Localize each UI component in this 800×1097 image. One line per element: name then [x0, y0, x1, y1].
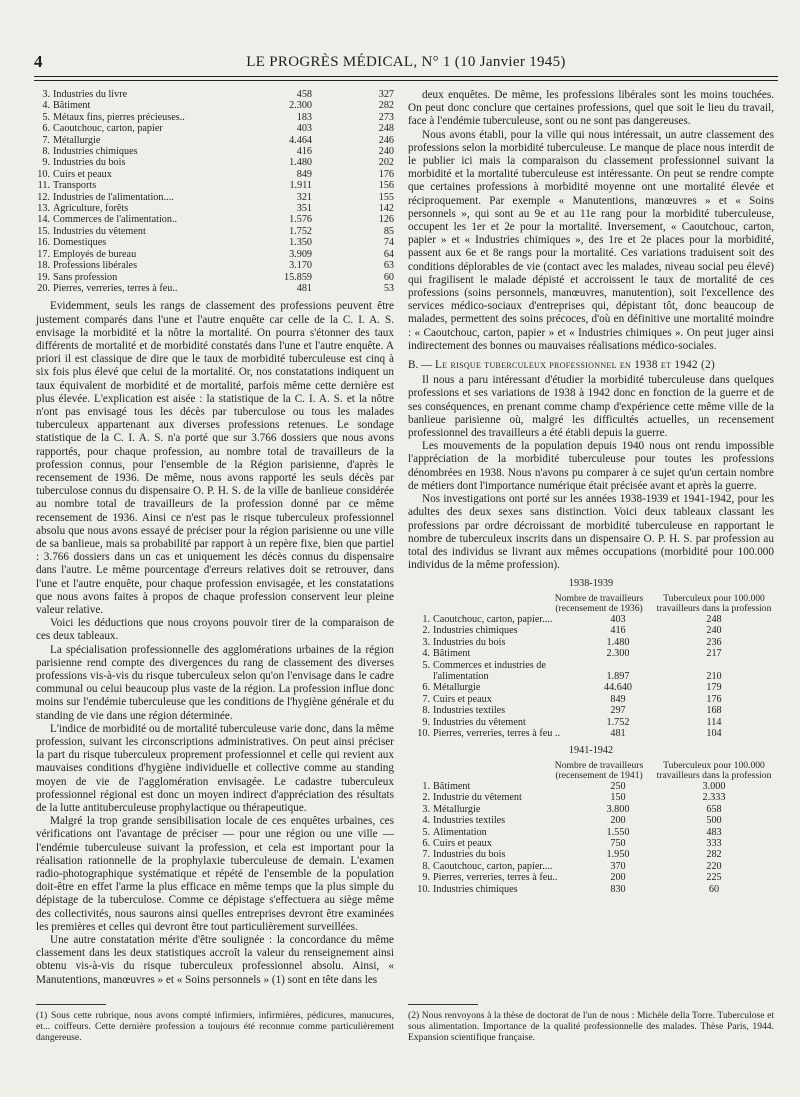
- left-column: [36, 89, 394, 987]
- row-value-2: 168: [706, 705, 722, 717]
- table-row: [36, 123, 394, 134]
- table-row: [36, 260, 394, 271]
- row-number: 10.: [417, 727, 430, 739]
- header-rule-thin: [34, 80, 778, 81]
- table-row: [36, 146, 394, 157]
- row-number: 16.: [37, 237, 50, 249]
- row-value-1: 15.859: [283, 271, 312, 283]
- row-value-2: 114: [706, 716, 722, 728]
- row-number: 5.: [42, 111, 50, 123]
- page-number: 4: [34, 52, 43, 71]
- table-row: [408, 728, 774, 739]
- row-value-1: 3.909: [289, 248, 312, 260]
- table-row: [36, 135, 394, 146]
- row-label: Pierres, verreries, terres à feu..: [53, 282, 178, 294]
- footnote-right: (2) Nous renvoyons à la thèse de doctorat de l'un de nous : Michèle della Torre. Tuberculose et sous alimentation. Importance de la qualité professionnelle des malades. Thèse Paris, 1944. Expansion scientifique française.: [408, 1010, 774, 1043]
- paragraph: Une autre constatation mérite d'être soulignée : la concordance du même classement dans les deux statistiques accroît la valeur du renseignement ainsi obtenu vis-à-vis du risque tuberculeux professionnel absolu. Ainsi, « Manutentions, manœuvres » et « Soins personnels » (1) sont en tête dans les: [36, 934, 394, 986]
- row-label: Industries du vêtement: [433, 716, 526, 728]
- row-value-2: 176: [706, 693, 722, 705]
- table-row: [408, 781, 774, 792]
- row-number: 13.: [37, 203, 50, 215]
- left-text: [36, 300, 394, 987]
- row-value-2: 85: [383, 225, 394, 237]
- row-label: Métaux fins, pierres précieuses..: [53, 111, 185, 123]
- table-row: [36, 180, 394, 191]
- row-value-2: 240: [378, 146, 394, 158]
- row-value-1: 370: [610, 860, 626, 872]
- row-label: Cuirs et peaux: [433, 693, 492, 705]
- row-value-1: 830: [610, 883, 626, 895]
- row-value-2: 63: [383, 260, 394, 272]
- row-value-1: 44.640: [603, 682, 632, 694]
- table-row: [408, 872, 774, 883]
- table-row: [36, 226, 394, 237]
- row-value-2: 104: [706, 727, 722, 739]
- row-value-2: 156: [378, 180, 394, 192]
- table-row: [408, 849, 774, 860]
- row-value-2: 248: [378, 123, 394, 135]
- table-row: [408, 660, 774, 671]
- row-value-2: 74: [383, 237, 394, 249]
- row-value-1: 403: [296, 123, 312, 135]
- row-value-1: 2.300: [289, 100, 312, 112]
- row-value-2: 3.000: [702, 781, 726, 792]
- table-row: [408, 671, 774, 682]
- row-label: Bâtiment: [433, 648, 471, 660]
- table-row: [36, 157, 394, 168]
- row-value-1: [582, 660, 654, 671]
- row-value-2: 220: [706, 860, 722, 872]
- table-row: [36, 203, 394, 214]
- row-value-2: 500: [706, 815, 722, 827]
- row-number: 8.: [42, 146, 50, 158]
- row-label: Bâtiment: [53, 100, 91, 112]
- top-stat-table: [36, 89, 394, 294]
- row-number: 10.: [417, 883, 430, 895]
- row-number: 5.: [422, 659, 430, 671]
- row-number: 20.: [37, 282, 50, 294]
- table-row: [408, 884, 774, 895]
- table-1938-col1: Nombre de travailleurs (recensement de 1936): [554, 592, 644, 614]
- running-title: LE PROGRÈS MÉDICAL, N° 1 (10 Janvier 1945): [246, 54, 566, 70]
- footnote-rule-right: [408, 1004, 478, 1005]
- table-1938-block: [408, 577, 774, 739]
- row-value-1: 1.550: [606, 826, 630, 838]
- table-1938: [408, 614, 774, 739]
- row-label: Industries textiles: [433, 815, 506, 827]
- table-row: [36, 100, 394, 111]
- row-number: 1.: [422, 781, 430, 792]
- row-label: Bâtiment: [433, 781, 471, 792]
- row-value-1: 297: [610, 705, 626, 717]
- row-value-2: 202: [378, 157, 394, 169]
- table-1941-colheads: [408, 761, 774, 781]
- row-value-2: 60: [708, 883, 720, 895]
- table-row: [408, 838, 774, 849]
- row-value-1: 2.300: [606, 648, 630, 660]
- page-header: [34, 48, 778, 76]
- table-row: [36, 214, 394, 225]
- row-value-1: 150: [610, 792, 626, 804]
- row-label: Pierres, verreries, terres à feu..: [433, 872, 558, 884]
- row-value-2: 282: [378, 100, 394, 112]
- row-number: 5.: [422, 826, 430, 838]
- row-value-2: 273: [378, 111, 394, 123]
- row-label: Métallurgie: [433, 803, 481, 815]
- row-value-1: 416: [610, 625, 626, 637]
- row-number: 6.: [422, 838, 430, 850]
- row-value-1: 4.464: [289, 134, 312, 146]
- row-value-1: 1.576: [289, 214, 312, 226]
- row-value-2: 217: [706, 648, 722, 660]
- row-label: Métallurgie: [433, 682, 481, 694]
- row-number: 19.: [37, 271, 50, 283]
- row-label: Industries du bois: [433, 849, 506, 861]
- row-label: Industries du bois: [53, 157, 126, 169]
- table-1941: [408, 781, 774, 895]
- row-value-1: 3.170: [289, 260, 312, 272]
- row-value-1: 849: [296, 168, 312, 180]
- right-text-2: [408, 374, 774, 572]
- paragraph: Voici les déductions que nous croyons pouvoir tirer de la comparaison de ces deux tableaux.: [36, 617, 394, 643]
- row-value-2: [654, 660, 774, 671]
- row-number: [408, 671, 433, 682]
- row-number: 2.: [422, 625, 430, 637]
- table-1941-col1: Nombre de travailleurs (recensement de 1941): [554, 759, 644, 781]
- row-label: Caoutchouc, carton, papier: [53, 123, 163, 135]
- table-row: [408, 625, 774, 636]
- row-number: 8.: [422, 860, 430, 872]
- row-label: l'alimentation: [433, 670, 489, 682]
- row-number: 3.: [42, 89, 50, 100]
- row-number: 2.: [422, 792, 430, 804]
- row-value-2: 210: [706, 670, 722, 682]
- row-value-2: 155: [378, 191, 394, 203]
- table-row: [36, 249, 394, 260]
- row-number: 3.: [422, 636, 430, 648]
- table-row: [408, 815, 774, 826]
- row-label: Industries du livre: [53, 89, 128, 100]
- table-row: [36, 169, 394, 180]
- table-row: [408, 717, 774, 728]
- row-label: Industries chimiques: [433, 883, 518, 895]
- table-row: [408, 648, 774, 659]
- row-label: Employés de bureau: [53, 248, 137, 260]
- row-value-1: 416: [296, 146, 312, 158]
- row-number: 4.: [42, 100, 50, 112]
- row-value-1: 183: [296, 111, 312, 123]
- row-number: 8.: [422, 705, 430, 717]
- row-value-2: 53: [383, 282, 394, 294]
- row-number: 17.: [37, 248, 50, 260]
- table-row: [408, 827, 774, 838]
- row-value-2: 176: [378, 168, 394, 180]
- paragraph: La spécialisation professionnelle des agglomérations urbaines de la région parisienne rend compte des divergences du rang de classement des diverses professions vis-à-vis du risque tuberculeux selon qu'on l'envisage dans le cadre communal ou celui beaucoup plus vaste de la région. La profession influe donc moins sur l'endémie tuberculeuse que les conditions de l'hygiène générale et du standing de vie dans une région déterminée.: [36, 643, 394, 722]
- row-value-1: 1.897: [606, 670, 630, 682]
- row-label: Domestiques: [53, 237, 107, 249]
- row-value-2: 225: [706, 872, 722, 884]
- row-number: 4.: [422, 648, 430, 660]
- row-label: Transports: [53, 180, 97, 192]
- row-number: 9.: [42, 157, 50, 169]
- row-value-1: 1.350: [289, 237, 312, 249]
- row-label: Cuirs et peaux: [53, 168, 112, 180]
- paragraph: Les mouvements de la population depuis 1940 nous ont rendu impossible l'appréciation de la morbidité tuberculeuse pour toutes les professions dénombrées en 1938. Nous n'avons pu comparer à ce sujet qu'un certain nombre de métiers dont l'importance numérique était précisée avant et après la guerre.: [408, 440, 774, 492]
- row-number: 12.: [37, 191, 50, 203]
- table-row: [408, 792, 774, 803]
- row-label: Industries du bois: [433, 636, 506, 648]
- row-value-1: 250: [610, 781, 626, 792]
- table-1938-colheads: [408, 594, 774, 614]
- row-value-2: 658: [706, 803, 722, 815]
- row-label: Commerces de l'alimentation..: [53, 214, 178, 226]
- row-value-1: 200: [610, 815, 626, 827]
- table-row: [36, 89, 394, 100]
- row-value-1: 1.950: [606, 849, 630, 861]
- table-1938-title: 1938-1939: [568, 578, 614, 590]
- header-rule: [34, 76, 778, 77]
- row-value-2: 240: [706, 625, 722, 637]
- row-value-2: 179: [706, 682, 722, 694]
- row-value-1: 351: [296, 203, 312, 215]
- paragraph: Nos investigations ont porté sur les années 1938-1939 et 1941-1942, pour les adultes des deux sexes sans distinction. Voici deux tableaux classant les professions par ordre décroissant de morbidité tuberculeuse en rapportant le nombre de tuberculeux inscrits dans un dispensaire O. P. H. S. par profession au total des individus se livrant aux mêmes occupations (morbidité pour 100.000 individus de la même profession).: [408, 493, 774, 572]
- row-number: 11.: [37, 180, 50, 192]
- footnote-rule-left: [36, 1004, 106, 1005]
- row-value-2: 60: [383, 271, 394, 283]
- row-value-1: 3.800: [606, 803, 630, 815]
- row-value-1: 481: [610, 727, 626, 739]
- table-row: [36, 112, 394, 123]
- row-value-2: 246: [378, 134, 394, 146]
- row-label: Métallurgie: [53, 134, 101, 146]
- row-value-2: 248: [706, 613, 722, 625]
- row-value-1: 849: [610, 693, 626, 705]
- paragraph: L'indice de morbidité ou de mortalité tuberculeuse varie donc, dans la même profession, suivant les circonscriptions administratives. On peut ainsi préciser la part du risque tuberculeux proprement professionnel et celle qui revient aux mauvaises conditions d'hygiène individuelle et collective comme au standing moyen de vie de l'agglomération envisagée. Le cadastre tuberculeux professionnel régional est donc un moyen indirect d'appréciation des résultats de la lutte antituberculeuse prophylactique ou thérapeutique.: [36, 722, 394, 815]
- table-1941-col2: Tuberculeux pour 100.000 travailleurs dans la profession: [656, 759, 772, 781]
- row-label: Industrie du vêtement: [433, 792, 522, 804]
- row-label: Cuirs et peaux: [433, 838, 492, 850]
- table-row: [408, 694, 774, 705]
- paragraph: deux enquêtes. De même, les professions libérales sont les moins touchées. On peut donc conclure que certaines professions, quel que soit le lieu du travail, face à l'endémie tuberculeuse, sont ou ne sont pas dangereuses.: [408, 89, 774, 128]
- row-value-1: 481: [296, 282, 312, 294]
- section-b-prefix: B. —: [408, 359, 433, 372]
- right-text: [408, 89, 774, 353]
- row-value-2: 483: [706, 826, 722, 838]
- right-column: [408, 89, 774, 895]
- table-row: [408, 637, 774, 648]
- row-value-1: 1.911: [289, 180, 312, 192]
- row-value-2: 282: [706, 849, 722, 861]
- row-label: Industries chimiques: [53, 146, 138, 158]
- row-number: 7.: [422, 693, 430, 705]
- row-number: 18.: [37, 260, 50, 272]
- row-number: 14.: [37, 214, 50, 226]
- row-label: Pierres, verreries, terres à feu ..: [433, 727, 560, 739]
- row-label: Caoutchouc, carton, papier....: [433, 613, 553, 625]
- row-value-1: 1.480: [289, 157, 312, 169]
- table-row: [36, 192, 394, 203]
- paragraph: Evidemment, seuls les rangs de classement des professions peuvent être justement comparés dans l'une et l'autre enquête car celle de la C. I. A. S. envisage la morbidité et la nôtre la mortalité. On pourra s'étonner des taux différents de mortalité et de morbidité constatés dans l'une et l'autre enquête. A priori il est classique de dire que le taux de morbidité tuberculeuse est cinq à six fois plus élevé que celui de la mortalité. Or, nos constatations indiquent un taux équivalent de morbidité et de mortalité, parfois même cette dernière est plus élevée. L'explication est aisée : la statistique de la C. I. A. S. et la nôtre n'ont pas envisagé tous les décès par tuberculose ou tous les malades tuberculeux appartenant aux diverses professions retenues. Le sondage statistique de la C. I. A. S. n'a porté que sur 3.766 dossiers que nous avons rapportés, pour chaque profession, au nombre total de travailleurs de la profession connus, pour l'ensemble de la Région parisienne, d'après le recensement de 1936. De même, nous avons rapporté les seuls décès par tuberculose connus du dispensaire O. P. H. S. de la ville de banlieue considérée au nombre total de travailleurs de la profession donné par ce même recensement de 1936. Ainsi ce n'est pas le risque tuberculeux professionnel absolu que nous avons essayé de préciser pour la région parisienne ou une ville de sa banlieue, mais sa probabilité par rapport à un repère fixe, bien que partiel : 3.766 dossiers dans un cas et uniquement les décès connus du dispensaire dans l'autre. Le même pourcentage d'erreurs relatives doit se retrouver, dans l'une et l'autre enquête, pour chaque profession envisagée, et les constatations que nous avons faites à propos de chaque profession conservent leur pleine valeur relative.: [36, 300, 394, 616]
- row-value-1: 1.480: [606, 636, 630, 648]
- table-row: [408, 614, 774, 625]
- table-row: [408, 705, 774, 716]
- row-number: 7.: [422, 849, 430, 861]
- row-number: 9.: [422, 872, 430, 884]
- row-number: 15.: [37, 225, 50, 237]
- row-value-1: 321: [296, 191, 312, 203]
- row-value-2: 236: [706, 636, 722, 648]
- table-row: [408, 804, 774, 815]
- row-label: Industries du vêtement: [53, 225, 146, 237]
- row-number: 3.: [422, 803, 430, 815]
- table-1941-block: [408, 744, 774, 895]
- row-value-2: 327: [378, 89, 394, 100]
- row-number: 4.: [422, 815, 430, 827]
- row-value-2: 2.333: [702, 792, 726, 804]
- section-b-heading: [408, 359, 774, 372]
- row-number: 9.: [422, 716, 430, 728]
- row-label: Alimentation: [433, 826, 487, 838]
- table-row: [408, 682, 774, 693]
- row-number: 6.: [42, 123, 50, 135]
- row-label: Sans profession: [53, 271, 118, 283]
- row-number: 7.: [42, 134, 50, 146]
- paragraph: Il nous a paru intéressant d'étudier la morbidité tuberculeuse dans quelques professions et ses variations de 1938 à 1942 donc en fonction de la guerre et de ses conséquences, en prenant comme champ d'expérience cette même ville de la banlieue parisienne où, malgré les difficultés actuelles, un recensement professionnel des travailleurs a été établi depuis la guerre.: [408, 374, 774, 440]
- table-1938-col2: Tuberculeux pour 100.000 travailleurs dans la profession: [656, 592, 772, 614]
- paragraph: Malgré la trop grande sensibilisation locale de ces enquêtes urbaines, ces vérifications ont l'avantage de préciser — pour une région ou une ville — l'endémie tuberculeuse suivant la profession, et cela est important pour la réalisation rationnelle de la prophylaxie tuberculeuse de demain. L'examen radio-photographique systématique et répété de l'ensemble de la population doit-être en effet l'arme la plus efficace en même temps que la plus simple du dépistage de la tuberculose. Comme ce dépistage s'effectuera au siège même des collectivités, nous saurons ainsi quelles entreprises devront être examinées les premières et celles qui devront être tout particulièrement surveillées.: [36, 815, 394, 933]
- row-value-1: 1.752: [606, 716, 630, 728]
- row-value-2: 142: [378, 203, 394, 215]
- table-row: [36, 237, 394, 248]
- row-value-1: 403: [610, 613, 626, 625]
- row-label: Industries de l'alimentation....: [53, 191, 174, 203]
- footnote-left: (1) Sous cette rubrique, nous avons compté infirmiers, infirmières, pédicures, manucures, et... coiffeurs. Cette dernière profession a toujours été reconnue comme particulièrement dangereuse.: [36, 1010, 394, 1043]
- row-label: Commerces et industries de: [433, 659, 546, 671]
- section-b-title: Le risque tuberculeux professionnel en 1938 et 1942 (2): [435, 359, 715, 372]
- row-value-2: 64: [383, 248, 394, 260]
- table-row: [36, 283, 394, 294]
- row-value-2: 126: [378, 214, 394, 226]
- table-1941-title: 1941-1942: [568, 745, 614, 757]
- row-label: Industries textiles: [433, 705, 506, 717]
- row-value-1: 1.752: [289, 225, 312, 237]
- row-label: Professions libérales: [53, 260, 138, 272]
- table-row: [36, 272, 394, 283]
- row-number: 10.: [37, 168, 50, 180]
- row-value-1: 458: [296, 89, 312, 100]
- row-value-2: 333: [706, 838, 722, 850]
- paragraph: Nous avons établi, pour la ville qui nous intéressait, un autre classement des professions selon la morbidité tuberculeuse. Le manque de place nous interdit de le publier ici mais la comparaison du classement professionnel suivant la morbidité et la mortalité tuberculeuse est intéressante. On peut se rendre compte que certaines professions à morbidité moyenne ont une mortalité élevée et réciproquement. Par exemple « Manutentions, manœuvres » et « Soins personnels », qui sont au 9e et au 11e rang pour la morbidité tuberculeuse, occupent les 1er et 2e pour la mortalité. Inversement, « Caoutchouc, carton, papier » et « Industries chimiques », des 1re et 2e places pour la morbidité, passent aux 6e et 8e rangs pour la mortalité. Ces variations traduisent soit des conditions déplorables de vie (contact avec les malades, niveau social peu élevé) qui fragilisent le malade dépisté et accroissent le taux de mortalité de ces professions (soins personnels, manœuvres, manutention), soit l'excellence des services médico-sociaux d'entreprises qui, dépistant tôt, donc beaucoup de malades, permettent des soins précoces, d'où en définitive une mortalité moindre : « Caoutchouc, carton, papier » et « Industries chimiques ». On peut juger ainsi indirectement des bonnes ou mauvaises réalisations médico-sociales.: [408, 128, 774, 352]
- row-value-1: 750: [610, 838, 626, 850]
- row-label: Caoutchouc, carton, papier....: [433, 860, 553, 872]
- row-label: Agriculture, forêts: [53, 203, 129, 215]
- row-number: 6.: [422, 682, 430, 694]
- row-number: 1.: [422, 613, 430, 625]
- row-value-1: 200: [610, 872, 626, 884]
- row-label: Industries chimiques: [433, 625, 518, 637]
- table-row: [408, 861, 774, 872]
